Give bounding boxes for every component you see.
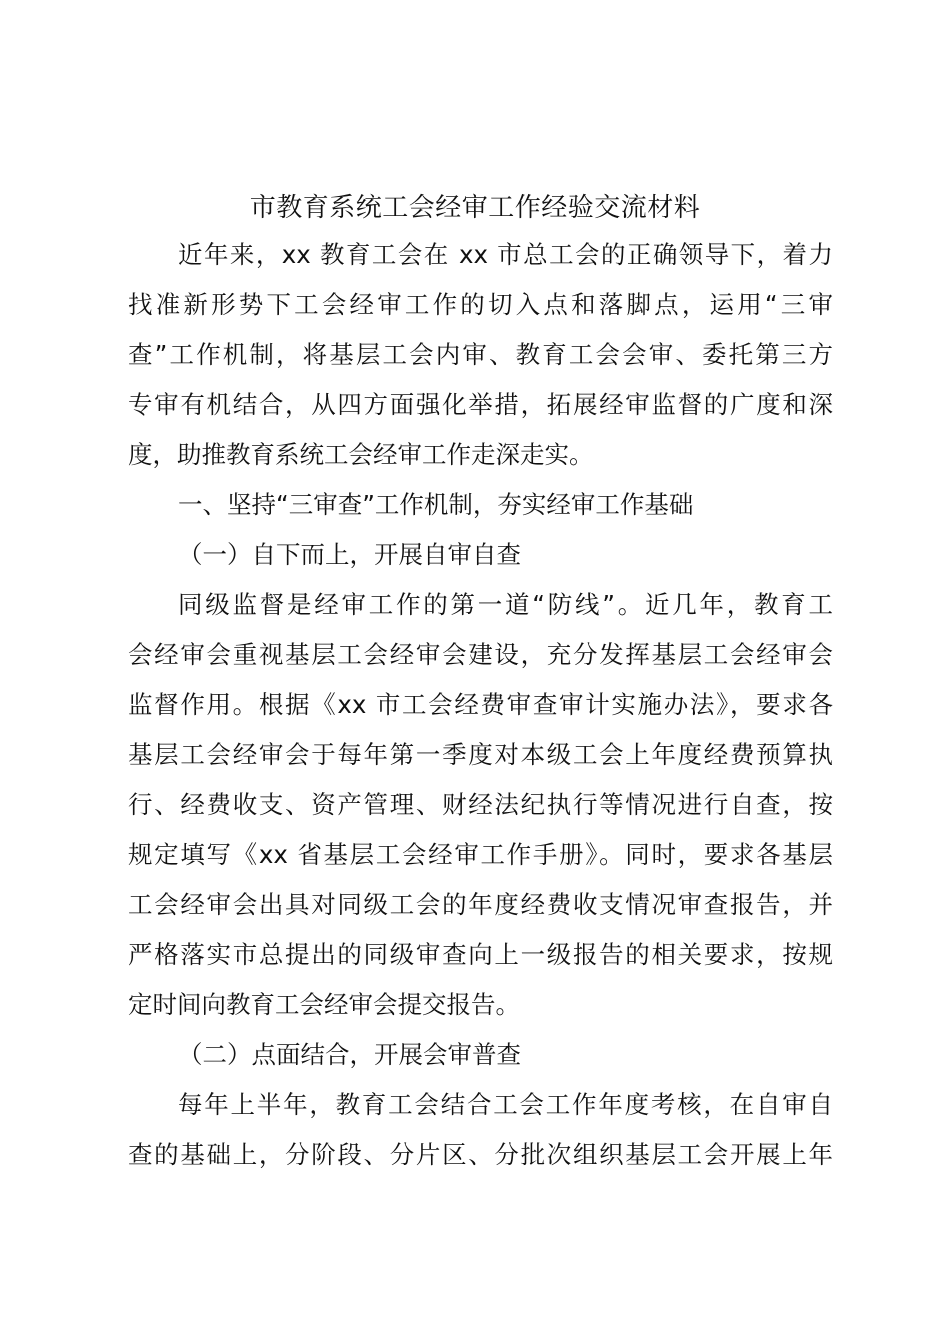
paragraph-line: 专审有机结合，从四方面强化举措，拓展经审监督的广度和深: [128, 390, 833, 419]
paragraph-line: 查”工作机制，将基层工会内审、教育工会会审、委托第三方: [128, 340, 833, 369]
subsection-heading: （二）点面结合，开展会审普查: [178, 1040, 521, 1069]
paragraph-line: 工会经审会出具对同级工会的年度经费收支情况审查报告，并: [128, 890, 833, 919]
paragraph-line: 会经审会重视基层工会经审会建设，充分发挥基层工会经审会: [128, 640, 833, 669]
paragraph-line: 监督作用。根据《xx 市工会经费审查审计实施办法》，要求各: [128, 690, 833, 719]
paragraph-line: 行、经费收支、资产管理、财经法纪执行等情况进行自查，按: [128, 790, 833, 819]
paragraph-line: 严格落实市总提出的同级审查向上一级报告的相关要求，按规: [128, 940, 833, 969]
paragraph-line: 每年上半年，教育工会结合工会工作年度考核，在自审自: [178, 1090, 833, 1119]
subsection-heading: （一）自下而上，开展自审自查: [178, 540, 521, 569]
paragraph-line: 找准新形势下工会经审工作的切入点和落脚点，运用“三审: [128, 290, 833, 319]
paragraph-line: 规定填写《xx 省基层工会经审工作手册》。同时，要求各基层: [128, 840, 833, 869]
paragraph-line: 基层工会经审会于每年第一季度对本级工会上年度经费预算执: [128, 740, 833, 769]
paragraph-line: 查的基础上，分阶段、分片区、分批次组织基层工会开展上年: [128, 1140, 833, 1169]
paragraph-line: 定时间向教育工会经审会提交报告。: [128, 990, 520, 1019]
paragraph-line: 度，助推教育系统工会经审工作走深走实。: [128, 440, 594, 469]
paragraph-line: 同级监督是经审工作的第一道“防线”。近几年，教育工: [178, 590, 833, 619]
document-title: 市教育系统工会经审工作经验交流材料: [249, 193, 701, 223]
section-heading: 一、坚持“三审查”工作机制，夯实经审工作基础: [178, 490, 694, 519]
paragraph-line: 近年来，xx 教育工会在 xx 市总工会的正确领导下，着力: [178, 240, 833, 269]
